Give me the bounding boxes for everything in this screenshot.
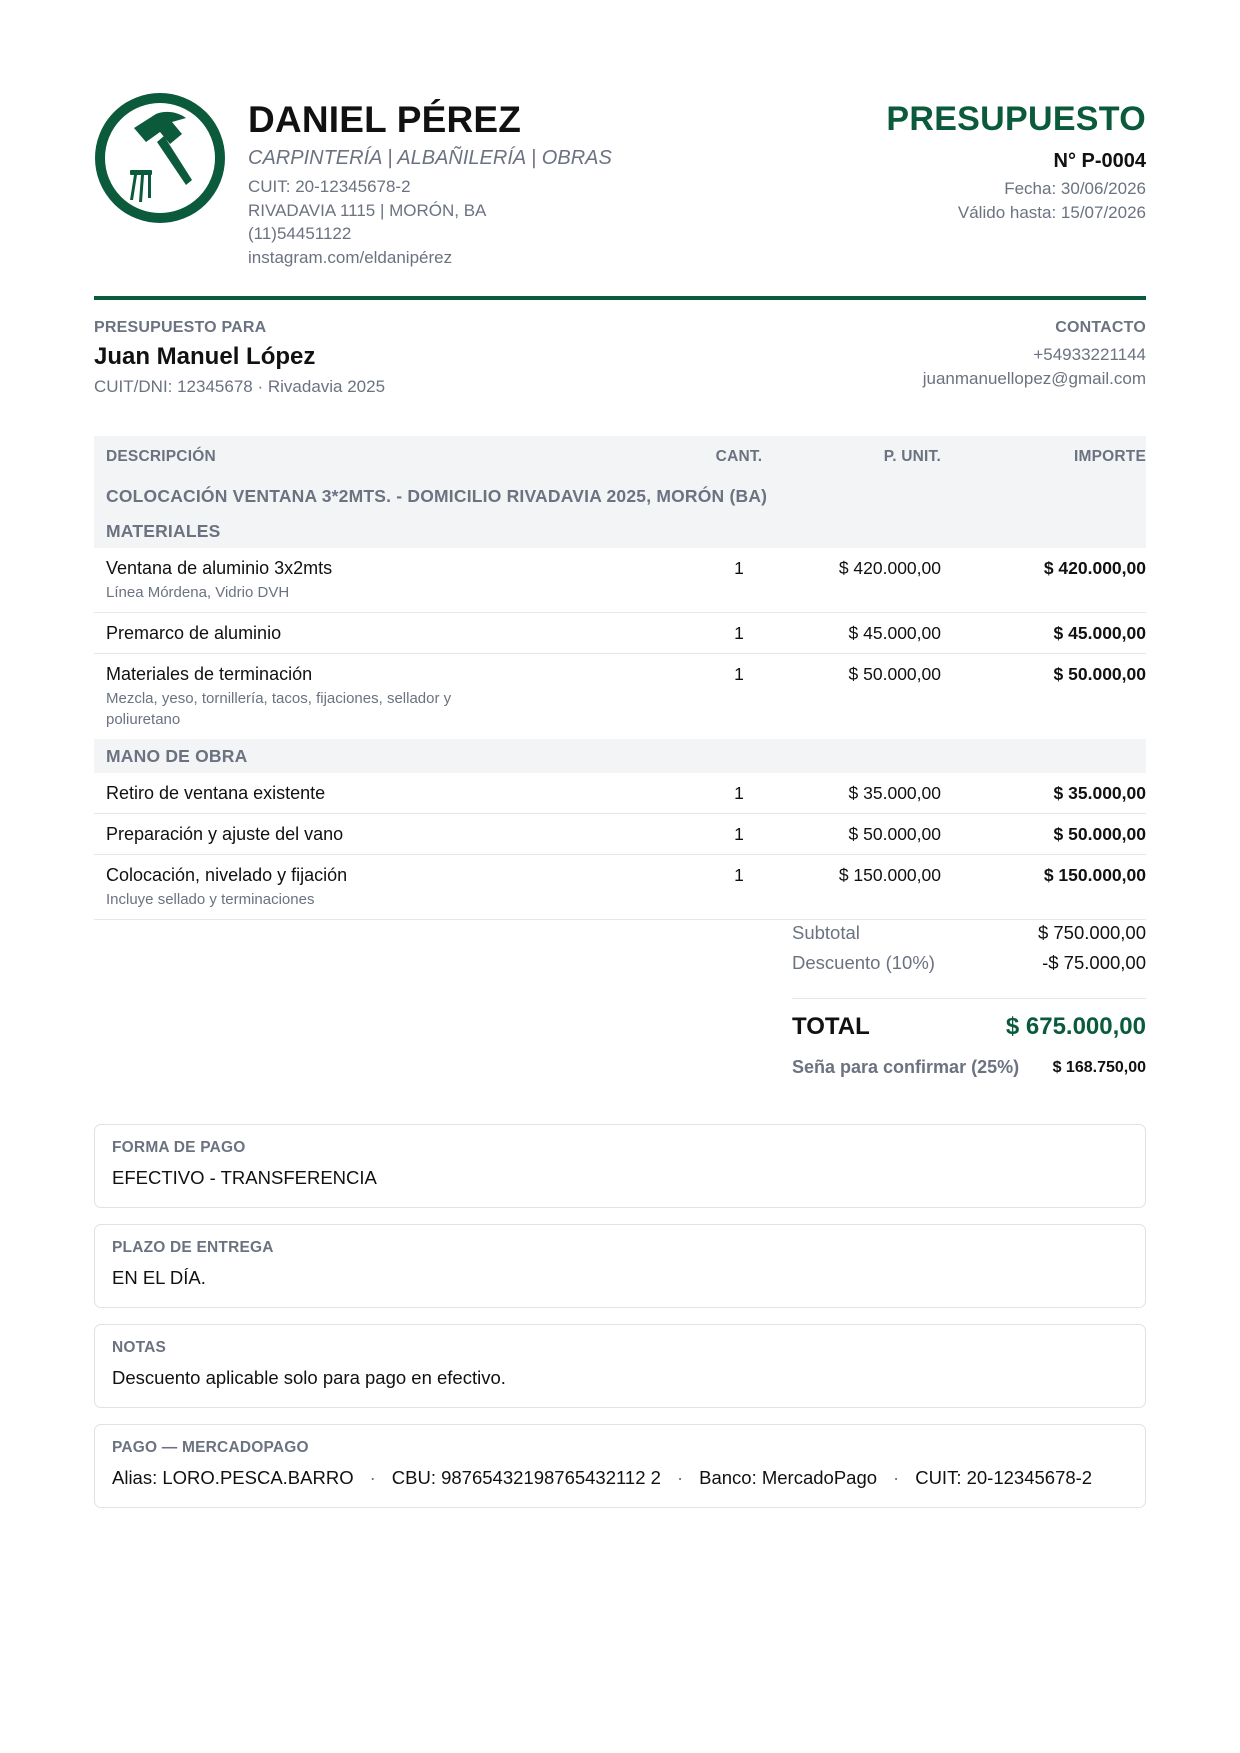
company-address: RIVADAVIA 1115 | MORÓN, BA [248, 200, 487, 220]
company-instagram: instagram.com/eldanipérez [248, 247, 453, 267]
payment-method-label: FORMA DE PAGO [112, 1139, 246, 1156]
contact-phone: +54933221144 [1033, 345, 1146, 364]
item-quantity: 1 [734, 623, 744, 643]
delivery-box [94, 1224, 1146, 1308]
company-tagline: CARPINTERÍA | ALBAÑILERÍA | OBRAS [248, 147, 612, 169]
total-row [792, 1009, 1146, 1045]
totals-divider [792, 998, 1146, 999]
item-quantity: 1 [734, 865, 744, 885]
header [94, 92, 1146, 270]
bank-details [112, 1466, 1128, 1490]
document-valid-until: Válido hasta: 15/07/2026 [957, 202, 1146, 222]
item-unit-price: $ 150.000,00 [838, 865, 941, 885]
item-quantity: 1 [734, 558, 744, 578]
subtotal-value: $ 750.000,00 [1037, 922, 1146, 943]
item-amount: $ 420.000,00 [1043, 558, 1146, 578]
subtotal-label: Subtotal [792, 922, 860, 943]
company-info [248, 100, 612, 269]
item-amount: $ 50.000,00 [1053, 664, 1146, 684]
separator: · [676, 1467, 684, 1488]
company-cuit: CUIT: 20-12345678-2 [248, 177, 411, 196]
document-date: Fecha: 30/06/2026 [1004, 179, 1146, 198]
table-header [94, 436, 1146, 478]
table-row [94, 548, 1146, 613]
client-name: Juan Manuel López [94, 343, 316, 370]
discount-value: -$ 75.000,00 [1042, 952, 1146, 973]
separator: · [893, 1467, 900, 1488]
item-unit-price: $ 35.000,00 [848, 783, 941, 803]
item-description: Materiales de terminación [106, 664, 313, 684]
item-unit-price: $ 420.000,00 [838, 558, 941, 578]
project-title: COLOCACIÓN VENTANA 3*2MTS. - DOMICILIO RIVADAVIA 2025, MORÓN (BA) [94, 478, 1146, 514]
section-title-materials: MATERIALES [94, 514, 1146, 548]
item-description: Retiro de ventana existente [106, 783, 326, 803]
item-description: Colocación, nivelado y fijación [106, 865, 348, 885]
bank-label: PAGO — MERCADOPAGO [112, 1439, 309, 1456]
discount-row [792, 948, 1146, 978]
total-value: $ 675.000,00 [1005, 1013, 1146, 1040]
item-amount: $ 150.000,00 [1043, 865, 1146, 885]
company-name: DANIEL PÉREZ [248, 99, 522, 140]
total-label: TOTAL [792, 1013, 870, 1040]
header-divider [94, 296, 1146, 300]
deposit-row [792, 1057, 1146, 1078]
bank-box [94, 1424, 1146, 1508]
item-amount: $ 45.000,00 [1053, 623, 1146, 643]
items-table [94, 436, 1146, 920]
client-block [94, 318, 385, 398]
item-description: Ventana de aluminio 3x2mts [106, 558, 333, 578]
payment-method-value: EFECTIVO - TRANSFERENCIA [112, 1167, 377, 1188]
table-row [94, 613, 1146, 654]
header-amount: IMPORTE [1073, 448, 1146, 465]
document-title: PRESUPUESTO [886, 100, 1146, 138]
client-details: CUIT/DNI: 12345678 · Rivadavia 2025 [94, 377, 386, 396]
contact-email: juanmanuellopez@gmail.com [922, 369, 1146, 388]
item-amount: $ 35.000,00 [1053, 783, 1146, 803]
item-description: Preparación y ajuste del vano [106, 824, 344, 844]
notes-label: NOTAS [112, 1339, 167, 1356]
contact-label: CONTACTO [1055, 319, 1146, 336]
document-number: N° P-0004 [1053, 150, 1146, 172]
header-quantity: CANT. [715, 448, 763, 465]
bank-name: Banco: MercadoPago [699, 1467, 878, 1488]
item-amount: $ 50.000,00 [1053, 824, 1146, 844]
subtotal-row [792, 918, 1146, 948]
bank-cuit: CUIT: 20-12345678-2 [915, 1467, 1093, 1488]
deposit-label: Seña para confirmar (25%) [792, 1057, 1020, 1077]
document-info [886, 100, 1146, 224]
notes-value: Descuento aplicable solo para pago en efectivo. [112, 1367, 506, 1388]
company-phone: (11)54451122 [248, 224, 352, 243]
item-quantity: 1 [734, 783, 744, 803]
delivery-value: EN EL DÍA. [112, 1267, 206, 1288]
contact-block [923, 318, 1146, 391]
table-row [94, 855, 1146, 920]
bank-alias: Alias: LORO.PESCA.BARRO [112, 1467, 354, 1488]
item-quantity: 1 [734, 824, 744, 844]
table-row [94, 814, 1146, 855]
notes-box [94, 1324, 1146, 1408]
item-unit-price: $ 50.000,00 [848, 664, 941, 684]
payment-method-box [94, 1124, 1146, 1208]
item-unit-price: $ 50.000,00 [848, 824, 941, 844]
totals-block [792, 918, 1146, 1078]
table-row [94, 654, 1146, 739]
item-description: Premarco de aluminio [106, 623, 282, 643]
header-unit-price: P. UNIT. [883, 448, 941, 465]
separator: · [369, 1467, 376, 1488]
company-logo [94, 92, 226, 224]
item-note: Mezcla, yeso, tornillería, tacos, fijaciones, sellador y poliuretano [106, 690, 452, 728]
deposit-value: $ 168.750,00 [1052, 1058, 1146, 1076]
discount-label: Descuento (10%) [792, 952, 935, 973]
section-title-labor: MANO DE OBRA [94, 739, 1146, 773]
client-label: PRESUPUESTO PARA [94, 319, 267, 336]
hammer-nails-icon [94, 92, 226, 224]
header-description: DESCRIPCIÓN [106, 448, 216, 465]
bank-cbu: CBU: 98765432198765432112 2 [391, 1467, 661, 1488]
delivery-label: PLAZO DE ENTREGA [112, 1239, 274, 1256]
item-quantity: 1 [734, 664, 744, 684]
item-note: Incluye sellado y terminaciones [106, 891, 315, 908]
item-note: Línea Mórdena, Vidrio DVH [106, 584, 290, 601]
item-unit-price: $ 45.000,00 [848, 623, 941, 643]
table-row [94, 773, 1146, 814]
